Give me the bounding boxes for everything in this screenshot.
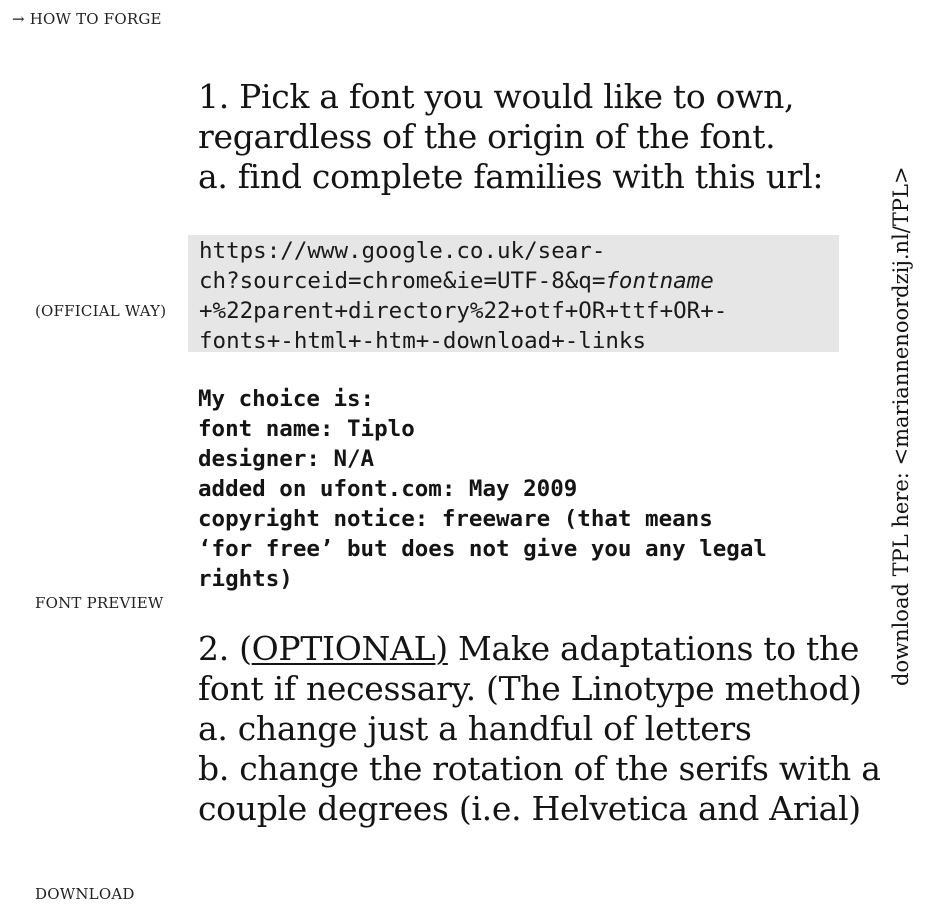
optional-link[interactable]: OPTIONAL) — [251, 629, 448, 668]
choice-font-name: font name: Tiplo — [198, 416, 415, 442]
url-line-1: https://www.google.co.uk/sear- — [199, 238, 606, 264]
url-line-4: fonts+-html+-htm+-download+-links — [199, 328, 647, 354]
step-2-line-1 — [198, 629, 858, 669]
step-2-line-3: a. change just a handful of letters — [198, 709, 752, 748]
download-link[interactable]: DOWNLOAD — [35, 885, 135, 903]
step-1-line-1: 1. Pick a font you would like to own, — [198, 77, 795, 116]
url-line-2-prefix: ch?sourceid=chrome&ie=UTF-8&q= — [199, 268, 606, 294]
step-2-prefix: 2. ( — [198, 629, 252, 668]
url-line-3: +%22parent+directory%22+otf+OR+ttf+OR+- — [199, 298, 728, 324]
choice-heading: My choice is: — [198, 386, 375, 412]
url-line-2 — [199, 266, 839, 296]
font-preview-link[interactable]: FONT PREVIEW — [35, 594, 164, 612]
step-2-line-5: couple degrees (i.e. Helvetica and Arial) — [198, 789, 861, 828]
how-to-forge-link[interactable]: → HOW TO FORGE — [12, 10, 162, 28]
choice-copyright-line-1: copyright notice: freeware (that means — [198, 506, 713, 532]
step-1-line-2: regardless of the origin of the font. — [198, 117, 776, 156]
step-2-line-4: b. change the rotation of the serifs with a — [198, 749, 881, 788]
choice-copyright-line-2: ‘for free’ but does not give you any legal — [198, 536, 767, 562]
official-way-label: (OFFICIAL WAY) — [35, 302, 167, 320]
step-1-line-3: a. find complete families with this url: — [198, 157, 824, 196]
search-url-block[interactable] — [188, 235, 839, 352]
url-fontname-placeholder: fontname — [605, 268, 714, 294]
download-tpl-link[interactable]: download TPL here: <mariannenoordzij.nl/TPL> — [889, 166, 913, 686]
font-choice-details — [198, 384, 767, 594]
choice-copyright-line-3: rights) — [198, 566, 293, 592]
step-2-text — [198, 629, 881, 829]
step-1-text — [198, 77, 858, 197]
step-2-line-1-rest: Make adaptations to the — [447, 629, 860, 668]
choice-added-on: added on ufont.com: May 2009 — [198, 476, 578, 502]
choice-designer: designer: N/A — [198, 446, 375, 472]
step-2-line-2: font if necessary. (The Linotype method) — [198, 669, 862, 708]
